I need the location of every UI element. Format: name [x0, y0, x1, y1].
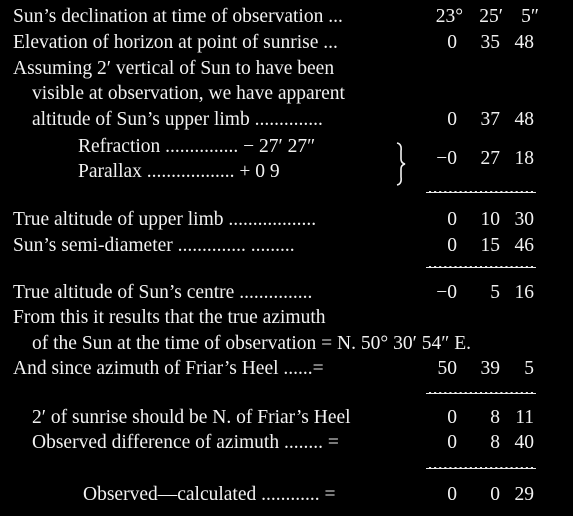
sum-rule-3 [426, 392, 536, 394]
upper-limb-apparent-label: altitude of Sun’s upper limb .............. [32, 109, 323, 130]
horizon-min: 35 [480, 32, 500, 53]
friars-heel-deg: 50 [437, 358, 457, 379]
true-centre-label: True altitude of Sun’s centre ............... [13, 282, 313, 303]
declination-deg: 23° [435, 6, 463, 27]
upper-limb-apparent-min: 37 [480, 109, 500, 130]
semi-diameter-sec: 46 [514, 235, 534, 256]
correction-min: 27 [480, 148, 500, 169]
sunrise-north-label: 2′ of sunrise should be N. of Friar’s Heel [32, 407, 351, 428]
semi-diameter-deg: 0 [447, 235, 457, 256]
semi-diameter-label: Sun’s semi-diameter .............. ......... [13, 235, 295, 256]
right-brace [394, 141, 408, 191]
assuming-line-1: Assuming 2′ vertical of Sun to have been [13, 58, 335, 79]
observed-diff-deg: 0 [447, 432, 457, 453]
from-this-label: From this it results that the true azimuth [13, 307, 326, 328]
declination-sec: 5″ [521, 6, 539, 27]
sunrise-north-deg: 0 [447, 407, 457, 428]
true-upper-limb-sec: 30 [514, 209, 534, 230]
declination-label: Sun’s declination at time of observation ... [13, 6, 343, 27]
observed-diff-sec: 40 [514, 432, 534, 453]
refraction-label: Refraction ............... − 27′ 27″ [78, 136, 316, 157]
observed-calc-min: 0 [490, 484, 500, 505]
assuming-line-2: visible at observation, we have apparent [32, 83, 345, 104]
observed-calc-sec: 29 [514, 484, 534, 505]
observed-calc-label: Observed—calculated ............ = [83, 484, 336, 505]
horizon-sec: 48 [514, 32, 534, 53]
correction-sec: 18 [514, 148, 534, 169]
true-upper-limb-min: 10 [480, 209, 500, 230]
sum-rule-4 [426, 467, 536, 469]
observed-calc-deg: 0 [447, 484, 457, 505]
friars-heel-sec: 5 [524, 358, 534, 379]
true-azimuth-label: of the Sun at the time of observation = N. 50° 30′ 54″ E. [32, 333, 471, 354]
friars-heel-min: 39 [480, 358, 500, 379]
right-brace-icon [394, 141, 408, 187]
correction-deg: −0 [436, 148, 457, 169]
sunrise-north-sec: 11 [515, 407, 534, 428]
sum-rule-1 [426, 191, 536, 193]
true-centre-deg: −0 [436, 282, 457, 303]
horizon-deg: 0 [447, 32, 457, 53]
sunrise-north-min: 8 [490, 407, 500, 428]
true-centre-sec: 16 [514, 282, 534, 303]
observed-diff-label: Observed difference of azimuth ........ = [32, 432, 339, 453]
sum-rule-2 [426, 266, 536, 268]
true-upper-limb-deg: 0 [447, 209, 457, 230]
horizon-label: Elevation of horizon at point of sunrise ... [13, 32, 338, 53]
true-upper-limb-label: True altitude of upper limb .................. [13, 209, 317, 230]
upper-limb-apparent-sec: 48 [514, 109, 534, 130]
parallax-label: Parallax .................. + 0 9 [78, 161, 280, 182]
declination-min: 25′ [479, 6, 503, 27]
observed-diff-min: 8 [490, 432, 500, 453]
semi-diameter-min: 15 [480, 235, 500, 256]
friars-heel-label: And since azimuth of Friar’s Heel ......= [13, 358, 324, 379]
true-centre-min: 5 [490, 282, 500, 303]
upper-limb-apparent-deg: 0 [447, 109, 457, 130]
